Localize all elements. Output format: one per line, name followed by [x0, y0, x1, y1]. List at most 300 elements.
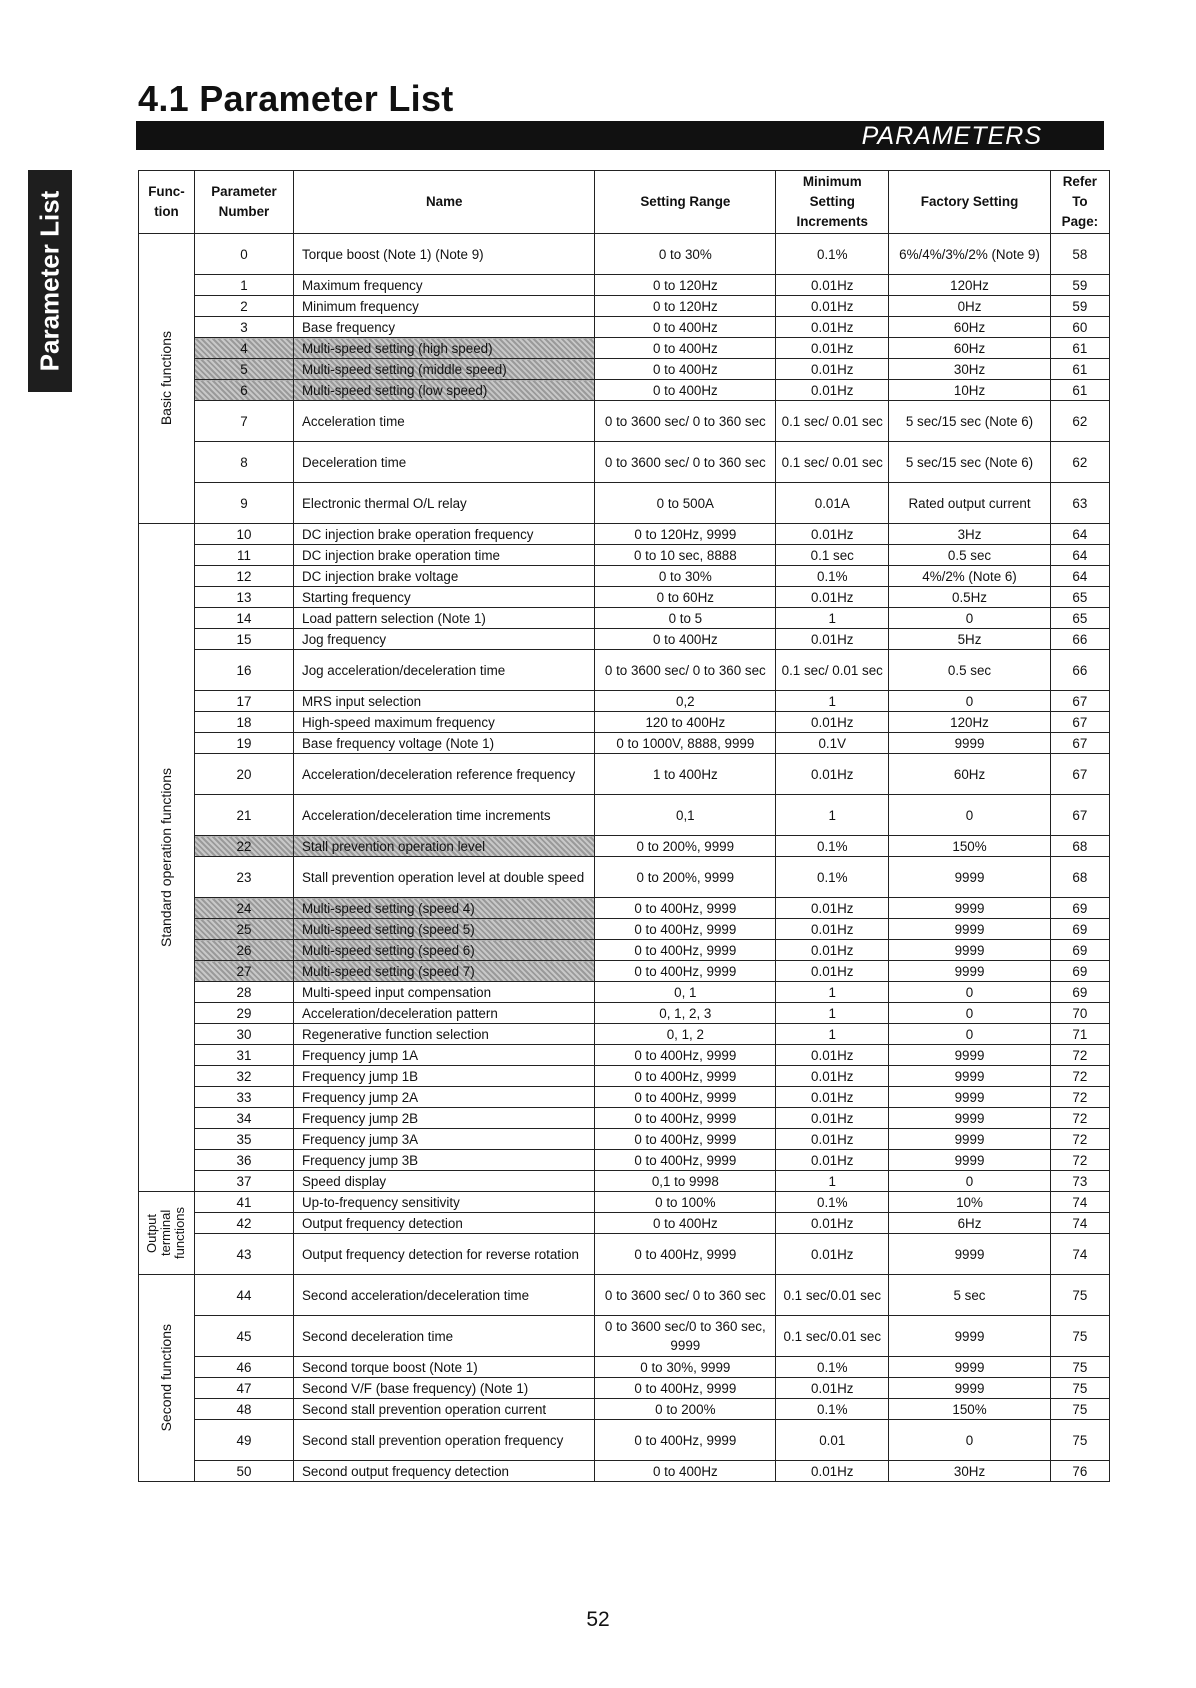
parameter-number: 1 [194, 275, 293, 296]
min-increment: 0.1 sec/ 0.01 sec [776, 401, 889, 442]
parameter-name: Second acceleration/deceleration time [294, 1275, 595, 1316]
setting-range: 0 to 30% [595, 234, 776, 275]
parameter-name: Stall prevention operation level at double speed [294, 857, 595, 898]
table-row [139, 650, 1110, 691]
parameter-table [138, 170, 1110, 1482]
setting-range: 0 to 400Hz, 9999 [595, 961, 776, 982]
table-row [139, 338, 1110, 359]
refer-page: 72 [1050, 1150, 1109, 1171]
refer-page: 75 [1050, 1275, 1109, 1316]
parameter-name: Starting frequency [294, 587, 595, 608]
parameter-name: Acceleration/deceleration pattern [294, 1003, 595, 1024]
min-increment: 0.1 sec/0.01 sec [776, 1275, 889, 1316]
parameter-number: 15 [194, 629, 293, 650]
factory-setting: 0.5 sec [889, 650, 1050, 691]
refer-page: 64 [1050, 524, 1109, 545]
table-row [139, 483, 1110, 524]
min-increment: 0.01Hz [776, 1150, 889, 1171]
table-row [139, 1378, 1110, 1399]
refer-page: 76 [1050, 1461, 1109, 1482]
factory-setting: 6Hz [889, 1213, 1050, 1234]
parameter-number: 26 [194, 940, 293, 961]
refer-page: 75 [1050, 1420, 1109, 1461]
parameter-name: Frequency jump 1B [294, 1066, 595, 1087]
parameter-number: 36 [194, 1150, 293, 1171]
parameter-name: Multi-speed input compensation [294, 982, 595, 1003]
min-increment: 0.1V [776, 733, 889, 754]
min-increment: 0.01Hz [776, 1129, 889, 1150]
min-increment: 0.1 sec [776, 545, 889, 566]
parameter-name: DC injection brake operation time [294, 545, 595, 566]
min-increment: 0.01Hz [776, 1461, 889, 1482]
setting-range: 0,1 to 9998 [595, 1171, 776, 1192]
setting-range: 0 to 5 [595, 608, 776, 629]
parameter-name: Stall prevention operation level [294, 836, 595, 857]
factory-setting: 120Hz [889, 275, 1050, 296]
parameter-number: 31 [194, 1045, 293, 1066]
function-group-second [139, 1275, 195, 1482]
parameter-number: 49 [194, 1420, 293, 1461]
refer-page: 68 [1050, 857, 1109, 898]
parameter-number: 7 [194, 401, 293, 442]
factory-setting: 0.5Hz [889, 587, 1050, 608]
parameter-number: 34 [194, 1108, 293, 1129]
parameter-number: 21 [194, 795, 293, 836]
parameter-number: 30 [194, 1024, 293, 1045]
min-increment: 0.01Hz [776, 1108, 889, 1129]
parameter-name: Jog acceleration/deceleration time [294, 650, 595, 691]
parameter-name: Output frequency detection for reverse rotation [294, 1234, 595, 1275]
table-row [139, 1357, 1110, 1378]
refer-page: 69 [1050, 940, 1109, 961]
page-number: 52 [586, 1608, 610, 1631]
min-increment: 0.01Hz [776, 317, 889, 338]
min-increment: 0.01Hz [776, 629, 889, 650]
parameter-name: Multi-speed setting (speed 7) [294, 961, 595, 982]
parameter-number: 41 [194, 1192, 293, 1213]
refer-page: 74 [1050, 1213, 1109, 1234]
setting-range: 0 to 400Hz [595, 1461, 776, 1482]
refer-page: 67 [1050, 712, 1109, 733]
parameter-name: Maximum frequency [294, 275, 595, 296]
section-banner-label: PARAMETERS [861, 122, 1042, 150]
min-increment: 0.01Hz [776, 338, 889, 359]
parameter-name: Frequency jump 1A [294, 1045, 595, 1066]
table-row [139, 524, 1110, 545]
parameter-name: Multi-speed setting (high speed) [294, 338, 595, 359]
parameter-number: 5 [194, 359, 293, 380]
setting-range: 0 to 400Hz, 9999 [595, 919, 776, 940]
min-increment: 0.1% [776, 234, 889, 275]
parameter-number: 23 [194, 857, 293, 898]
setting-range: 0,1 [595, 795, 776, 836]
factory-setting: 0 [889, 982, 1050, 1003]
min-increment: 0.01Hz [776, 524, 889, 545]
parameter-name: Regenerative function selection [294, 1024, 595, 1045]
factory-setting: 9999 [889, 1234, 1050, 1275]
factory-setting: 0Hz [889, 296, 1050, 317]
min-increment: 0.1 sec/ 0.01 sec [776, 442, 889, 483]
parameter-number: 27 [194, 961, 293, 982]
parameter-name: Second stall prevention operation current [294, 1399, 595, 1420]
factory-setting: 0 [889, 691, 1050, 712]
parameter-number: 33 [194, 1087, 293, 1108]
min-increment: 0.1% [776, 1399, 889, 1420]
parameter-name: Torque boost (Note 1) (Note 9) [294, 234, 595, 275]
factory-setting: 9999 [889, 733, 1050, 754]
refer-page: 60 [1050, 317, 1109, 338]
min-increment: 0.01Hz [776, 712, 889, 733]
setting-range: 0, 1, 2, 3 [595, 1003, 776, 1024]
factory-setting: 9999 [889, 919, 1050, 940]
setting-range: 0 to 400Hz, 9999 [595, 898, 776, 919]
refer-page: 69 [1050, 982, 1109, 1003]
refer-page: 75 [1050, 1378, 1109, 1399]
parameter-name: Deceleration time [294, 442, 595, 483]
min-increment: 1 [776, 691, 889, 712]
parameter-number: 8 [194, 442, 293, 483]
header-name: Name [294, 171, 595, 234]
refer-page: 69 [1050, 961, 1109, 982]
side-tab-label: Parameter List [34, 190, 65, 372]
factory-setting: 4%/2% (Note 6) [889, 566, 1050, 587]
table-row [139, 857, 1110, 898]
table-row [139, 1129, 1110, 1150]
refer-page: 69 [1050, 919, 1109, 940]
parameter-name: Multi-speed setting (speed 6) [294, 940, 595, 961]
table-row [139, 1213, 1110, 1234]
setting-range: 0 to 400Hz, 9999 [595, 1087, 776, 1108]
parameter-name: Acceleration/deceleration reference frequency [294, 754, 595, 795]
parameter-name: MRS input selection [294, 691, 595, 712]
refer-page: 66 [1050, 629, 1109, 650]
parameter-name: Second V/F (base frequency) (Note 1) [294, 1378, 595, 1399]
refer-page: 67 [1050, 795, 1109, 836]
table-row [139, 380, 1110, 401]
table-row [139, 1087, 1110, 1108]
table-row [139, 836, 1110, 857]
parameter-number: 22 [194, 836, 293, 857]
parameter-number: 29 [194, 1003, 293, 1024]
setting-range: 0 to 400Hz, 9999 [595, 1378, 776, 1399]
factory-setting: 5 sec [889, 1275, 1050, 1316]
parameter-number: 14 [194, 608, 293, 629]
factory-setting: 10Hz [889, 380, 1050, 401]
factory-setting: 9999 [889, 1108, 1050, 1129]
table-row [139, 317, 1110, 338]
setting-range: 0 to 200%, 9999 [595, 857, 776, 898]
refer-page: 66 [1050, 650, 1109, 691]
setting-range: 0 to 400Hz, 9999 [595, 1066, 776, 1087]
factory-setting: 5 sec/15 sec (Note 6) [889, 401, 1050, 442]
factory-setting: 0 [889, 1171, 1050, 1192]
refer-page: 71 [1050, 1024, 1109, 1045]
factory-setting: 0 [889, 1024, 1050, 1045]
refer-page: 68 [1050, 836, 1109, 857]
refer-page: 75 [1050, 1316, 1109, 1357]
factory-setting: 30Hz [889, 359, 1050, 380]
setting-range: 0 to 3600 sec/0 to 360 sec, 9999 [595, 1316, 776, 1357]
factory-setting: Rated output current [889, 483, 1050, 524]
setting-range: 0 to 120Hz [595, 296, 776, 317]
parameter-number: 11 [194, 545, 293, 566]
refer-page: 59 [1050, 275, 1109, 296]
setting-range: 0 to 400Hz, 9999 [595, 1234, 776, 1275]
setting-range: 0 to 100% [595, 1192, 776, 1213]
refer-page: 69 [1050, 898, 1109, 919]
table-row [139, 608, 1110, 629]
table-row [139, 1192, 1110, 1213]
setting-range: 0 to 400Hz [595, 359, 776, 380]
factory-setting: 120Hz [889, 712, 1050, 733]
parameter-number: 19 [194, 733, 293, 754]
parameter-number: 50 [194, 1461, 293, 1482]
setting-range: 0 to 120Hz [595, 275, 776, 296]
parameter-number: 25 [194, 919, 293, 940]
table-row [139, 1066, 1110, 1087]
setting-range: 0 to 400Hz, 9999 [595, 940, 776, 961]
setting-range: 0 to 3600 sec/ 0 to 360 sec [595, 442, 776, 483]
function-group-basic [139, 234, 195, 524]
parameter-number: 9 [194, 483, 293, 524]
parameter-name: Second stall prevention operation frequency [294, 1420, 595, 1461]
parameter-number: 28 [194, 982, 293, 1003]
parameter-number: 37 [194, 1171, 293, 1192]
table-row [139, 1234, 1110, 1275]
refer-page: 58 [1050, 234, 1109, 275]
setting-range: 0 to 400Hz [595, 1213, 776, 1234]
parameter-number: 2 [194, 296, 293, 317]
parameter-name: Frequency jump 2B [294, 1108, 595, 1129]
factory-setting: 9999 [889, 940, 1050, 961]
table-row [139, 545, 1110, 566]
table-row [139, 1461, 1110, 1482]
factory-setting: 9999 [889, 1066, 1050, 1087]
table-row [139, 1275, 1110, 1316]
factory-setting: 0 [889, 795, 1050, 836]
refer-page: 74 [1050, 1192, 1109, 1213]
parameter-number: 17 [194, 691, 293, 712]
min-increment: 0.01Hz [776, 296, 889, 317]
refer-page: 61 [1050, 380, 1109, 401]
min-increment: 0.1% [776, 566, 889, 587]
refer-page: 72 [1050, 1087, 1109, 1108]
min-increment: 0.1% [776, 1192, 889, 1213]
refer-page: 73 [1050, 1171, 1109, 1192]
parameter-name: Jog frequency [294, 629, 595, 650]
parameter-number: 35 [194, 1129, 293, 1150]
min-increment: 0.01Hz [776, 1045, 889, 1066]
refer-page: 72 [1050, 1066, 1109, 1087]
setting-range: 0 to 30% [595, 566, 776, 587]
setting-range: 0 to 400Hz, 9999 [595, 1420, 776, 1461]
min-increment: 0.1% [776, 1357, 889, 1378]
parameter-name: DC injection brake operation frequency [294, 524, 595, 545]
min-increment: 0.01Hz [776, 919, 889, 940]
table-row [139, 898, 1110, 919]
factory-setting: 9999 [889, 1378, 1050, 1399]
table-row [139, 629, 1110, 650]
function-group-label: Basic functions [157, 331, 174, 426]
factory-setting: 0.5 sec [889, 545, 1050, 566]
parameter-name: Output frequency detection [294, 1213, 595, 1234]
factory-setting: 9999 [889, 1045, 1050, 1066]
table-row [139, 691, 1110, 712]
parameter-number: 6 [194, 380, 293, 401]
setting-range: 0,2 [595, 691, 776, 712]
parameter-number: 18 [194, 712, 293, 733]
refer-page: 67 [1050, 691, 1109, 712]
table-row [139, 1316, 1110, 1357]
min-increment: 0.01Hz [776, 1066, 889, 1087]
side-tab [28, 170, 72, 392]
parameter-name: Multi-speed setting (speed 5) [294, 919, 595, 940]
table-row [139, 1108, 1110, 1129]
min-increment: 1 [776, 608, 889, 629]
setting-range: 0 to 1000V, 8888, 9999 [595, 733, 776, 754]
setting-range: 0 to 200%, 9999 [595, 836, 776, 857]
header-refer-page: Refer To Page: [1050, 171, 1109, 234]
factory-setting: 30Hz [889, 1461, 1050, 1482]
parameter-number: 4 [194, 338, 293, 359]
setting-range: 0 to 400Hz [595, 338, 776, 359]
refer-page: 70 [1050, 1003, 1109, 1024]
parameter-name: Base frequency [294, 317, 595, 338]
table-row [139, 359, 1110, 380]
setting-range: 120 to 400Hz [595, 712, 776, 733]
min-increment: 0.01Hz [776, 940, 889, 961]
factory-setting: 5 sec/15 sec (Note 6) [889, 442, 1050, 483]
header-function: Func- tion [139, 171, 195, 234]
factory-setting: 5Hz [889, 629, 1050, 650]
setting-range: 0 to 400Hz, 9999 [595, 1129, 776, 1150]
parameter-number: 43 [194, 1234, 293, 1275]
parameter-number: 13 [194, 587, 293, 608]
setting-range: 0, 1, 2 [595, 1024, 776, 1045]
setting-range: 0 to 400Hz, 9999 [595, 1108, 776, 1129]
table-row [139, 296, 1110, 317]
factory-setting: 9999 [889, 857, 1050, 898]
table-row [139, 940, 1110, 961]
parameter-name: Multi-speed setting (middle speed) [294, 359, 595, 380]
function-group-label: Output terminal functions [144, 1206, 188, 1260]
min-increment: 1 [776, 1003, 889, 1024]
table-row [139, 733, 1110, 754]
factory-setting: 10% [889, 1192, 1050, 1213]
parameter-name: Second deceleration time [294, 1316, 595, 1357]
section-banner [136, 121, 1104, 150]
setting-range: 0 to 30%, 9999 [595, 1357, 776, 1378]
min-increment: 0.01A [776, 483, 889, 524]
min-increment: 0.01 [776, 1420, 889, 1461]
min-increment: 0.01Hz [776, 961, 889, 982]
header-parameter-number: Parameter Number [194, 171, 293, 234]
table-row [139, 566, 1110, 587]
factory-setting: 3Hz [889, 524, 1050, 545]
parameter-name: Up-to-frequency sensitivity [294, 1192, 595, 1213]
min-increment: 1 [776, 982, 889, 1003]
parameter-number: 10 [194, 524, 293, 545]
table-row [139, 1399, 1110, 1420]
setting-range: 0 to 10 sec, 8888 [595, 545, 776, 566]
parameter-number: 12 [194, 566, 293, 587]
parameter-number: 16 [194, 650, 293, 691]
table-row [139, 795, 1110, 836]
factory-setting: 6%/4%/3%/2% (Note 9) [889, 234, 1050, 275]
factory-setting: 9999 [889, 898, 1050, 919]
parameter-number: 45 [194, 1316, 293, 1357]
table-row [139, 982, 1110, 1003]
parameter-name: Load pattern selection (Note 1) [294, 608, 595, 629]
min-increment: 0.1% [776, 857, 889, 898]
refer-page: 65 [1050, 608, 1109, 629]
refer-page: 64 [1050, 545, 1109, 566]
table-row [139, 275, 1110, 296]
factory-setting: 9999 [889, 961, 1050, 982]
factory-setting: 9999 [889, 1357, 1050, 1378]
parameter-number: 46 [194, 1357, 293, 1378]
parameter-name: Electronic thermal O/L relay [294, 483, 595, 524]
setting-range: 0 to 400Hz [595, 380, 776, 401]
parameter-name: Acceleration time [294, 401, 595, 442]
refer-page: 64 [1050, 566, 1109, 587]
factory-setting: 9999 [889, 1316, 1050, 1357]
setting-range: 0 to 60Hz [595, 587, 776, 608]
min-increment: 0.1 sec/ 0.01 sec [776, 650, 889, 691]
function-group-standard [139, 524, 195, 1192]
refer-page: 65 [1050, 587, 1109, 608]
parameter-name: Minimum frequency [294, 296, 595, 317]
factory-setting: 0 [889, 1420, 1050, 1461]
header-minimum-increments: Minimum Setting Increments [776, 171, 889, 234]
min-increment: 0.01Hz [776, 754, 889, 795]
table-row [139, 961, 1110, 982]
parameter-name: Frequency jump 3A [294, 1129, 595, 1150]
factory-setting: 150% [889, 836, 1050, 857]
page-title: 4.1 Parameter List [138, 78, 454, 119]
min-increment: 0.01Hz [776, 1213, 889, 1234]
table-row [139, 234, 1110, 275]
table-row [139, 587, 1110, 608]
factory-setting: 150% [889, 1399, 1050, 1420]
parameter-name: DC injection brake voltage [294, 566, 595, 587]
setting-range: 0 to 400Hz [595, 629, 776, 650]
table-row [139, 1024, 1110, 1045]
factory-setting: 9999 [889, 1087, 1050, 1108]
setting-range: 0 to 3600 sec/ 0 to 360 sec [595, 650, 776, 691]
setting-range: 0 to 3600 sec/ 0 to 360 sec [595, 1275, 776, 1316]
factory-setting: 60Hz [889, 338, 1050, 359]
parameter-number: 44 [194, 1275, 293, 1316]
min-increment: 1 [776, 1171, 889, 1192]
min-increment: 0.01Hz [776, 587, 889, 608]
table-row [139, 754, 1110, 795]
min-increment: 0.01Hz [776, 359, 889, 380]
table-header-row [139, 171, 1110, 234]
setting-range: 0 to 200% [595, 1399, 776, 1420]
table-row [139, 1003, 1110, 1024]
setting-range: 0 to 400Hz [595, 317, 776, 338]
parameter-name: Frequency jump 3B [294, 1150, 595, 1171]
refer-page: 63 [1050, 483, 1109, 524]
factory-setting: 0 [889, 1003, 1050, 1024]
min-increment: 1 [776, 1024, 889, 1045]
parameter-number: 0 [194, 234, 293, 275]
min-increment: 0.01Hz [776, 1087, 889, 1108]
factory-setting: 60Hz [889, 754, 1050, 795]
refer-page: 62 [1050, 401, 1109, 442]
table-row [139, 919, 1110, 940]
